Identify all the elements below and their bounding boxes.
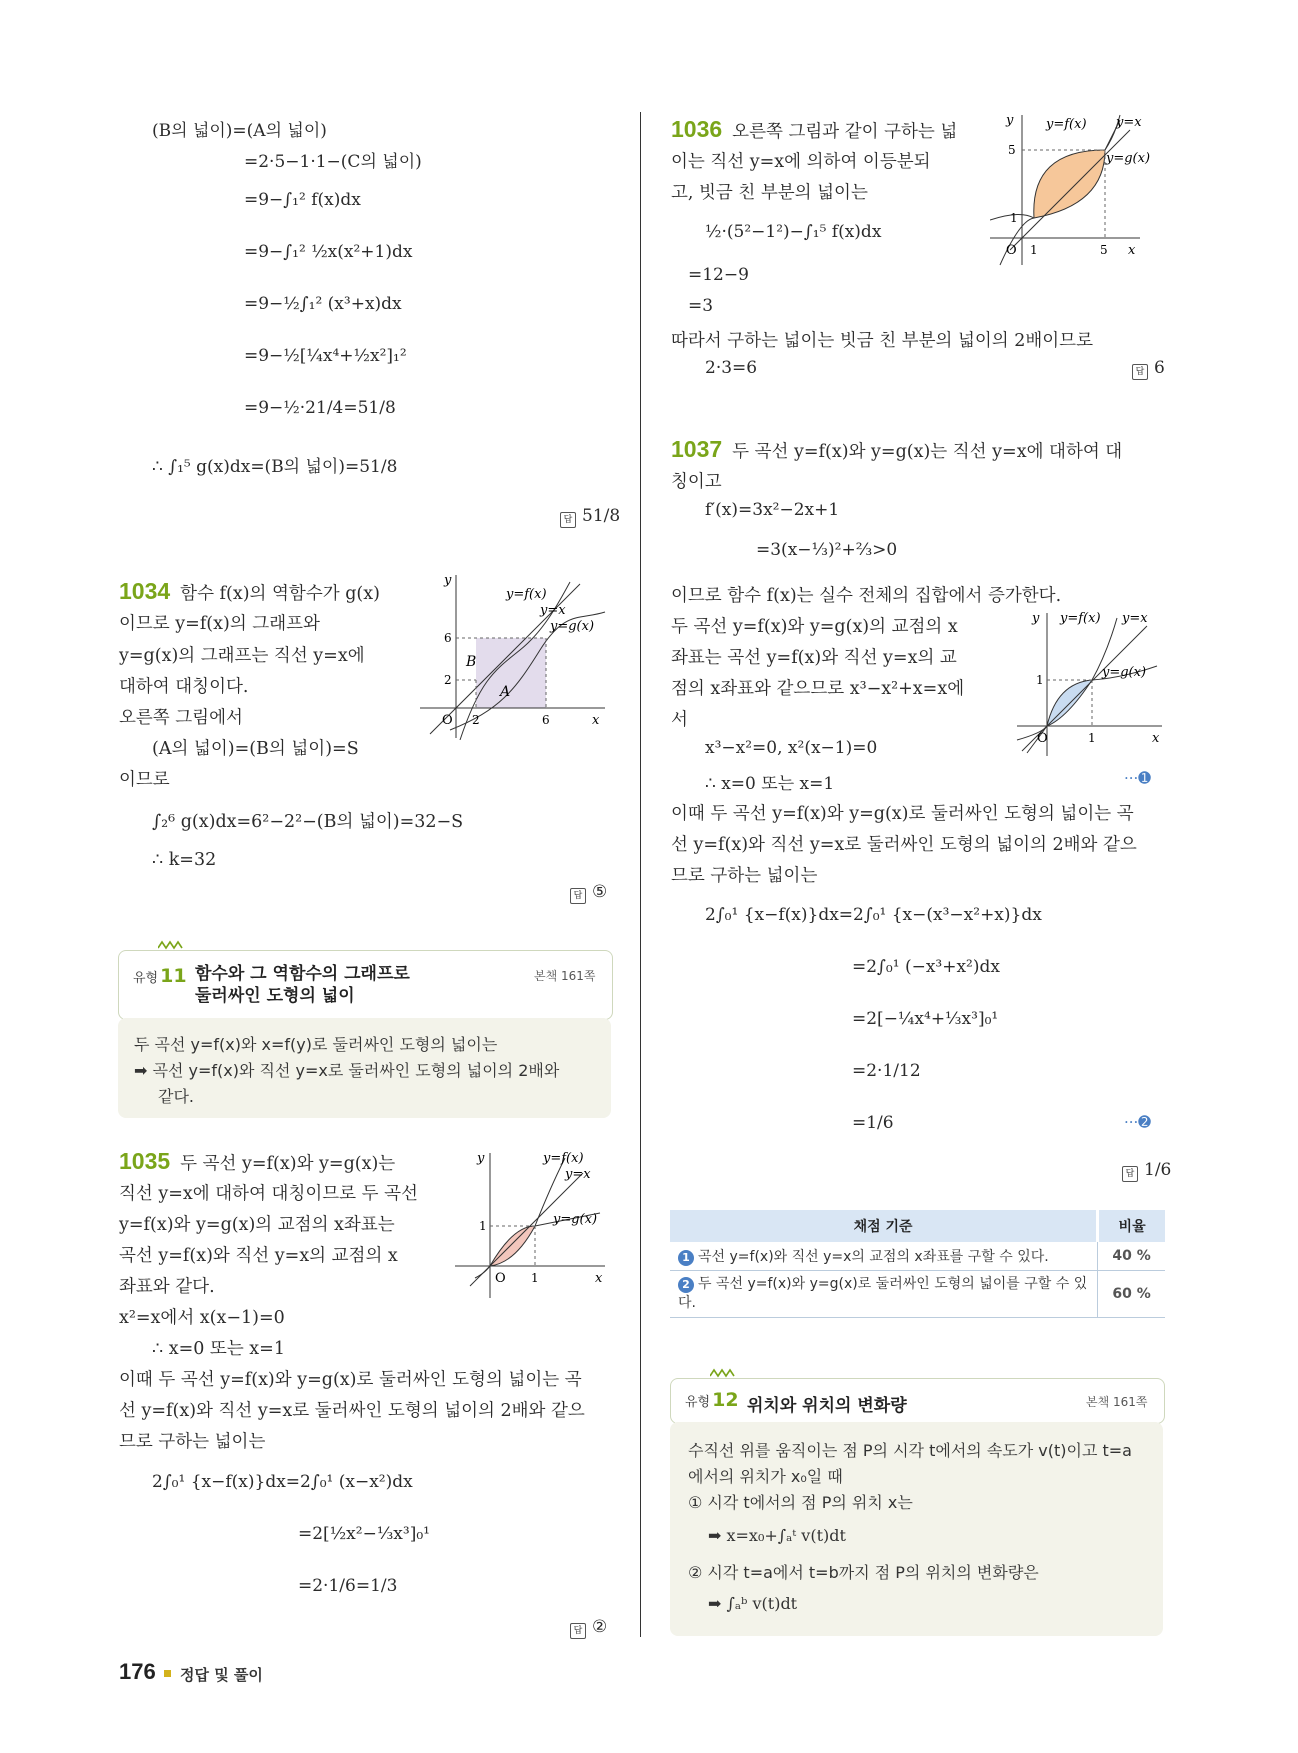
- type-reference: 본책 161쪽: [534, 969, 596, 983]
- eq-line: =12−9: [688, 265, 749, 285]
- text-line: 곡선 y=f(x)와 직선 y=x의 교점의 x: [119, 1246, 398, 1266]
- graph-label: y=x: [1122, 611, 1148, 626]
- text-line: 직선 y=x에 대하여 대칭이므로 두 곡선: [119, 1184, 418, 1204]
- text-line: x²=x에서 x(x−1)=0: [119, 1308, 285, 1328]
- text-line: y=g(x)의 그래프는 직선 y=x에: [119, 646, 365, 666]
- text-line: 따라서 구하는 넓이는 빗금 친 부분의 넓이의 2배이므로: [671, 331, 1093, 351]
- graph-label: y: [477, 1151, 485, 1166]
- eq-line: x³−x²=0, x²(x−1)=0: [705, 738, 878, 758]
- text-line: 이므로 함수 f(x)는 실수 전체의 집합에서 증가한다.: [671, 586, 1062, 606]
- text-line: 좌표는 곡선 y=f(x)와 직선 y=x의 교: [671, 648, 957, 668]
- text-line: 오른쪽 그림에서: [119, 708, 243, 728]
- body-line: ➡ x=x₀+∫ₐᵗ v(t)dt: [708, 1526, 846, 1545]
- graph-label: 1: [1036, 673, 1044, 687]
- body-line: ② 시각 t=a에서 t=b까지 점 P의 위치의 변화량은: [688, 1563, 1039, 1582]
- graph-label: 6: [542, 713, 550, 727]
- column-header: 채점 기준: [670, 1210, 1098, 1242]
- shaded-region: [1034, 150, 1105, 218]
- type-12-header: [670, 1378, 1165, 1424]
- graph-label: y=g(x): [550, 619, 595, 634]
- graph-label: y=x: [1116, 115, 1142, 130]
- text-line: 이때 두 곡선 y=f(x)와 y=g(x)로 둘러싸인 도형의 넓이는 곡: [671, 804, 1134, 824]
- answer-icon: 답: [570, 888, 586, 904]
- text-line: (A의 넓이)=(B의 넓이)=S: [152, 739, 359, 759]
- eq-line: 2∫₀¹ {x−f(x)}dx=2∫₀¹ {x−(x³−x²+x)}dx: [705, 905, 1042, 925]
- body-line: 수직선 위를 움직이는 점 P의 시각 t에서의 속도가 v(t)이고 t=a: [688, 1441, 1132, 1460]
- graph-label: 6: [444, 631, 452, 645]
- table-row: [670, 1242, 1165, 1271]
- graph-label: y=f(x): [506, 587, 547, 602]
- text-line: 서: [671, 710, 688, 730]
- body-line: ➡ 곡선 y=f(x)와 직선 y=x로 둘러싸인 도형의 넓이의 2배와: [134, 1061, 560, 1080]
- type-11-header: [118, 950, 613, 1020]
- graph-label: y=g(x): [553, 1212, 598, 1227]
- eq-line: (B의 넓이)=(A의 넓이): [152, 121, 327, 141]
- answer-1036: 답 6: [1132, 358, 1165, 380]
- graph-label: y=x: [540, 603, 566, 618]
- graph-label: O: [1037, 731, 1048, 746]
- type-title: 함수와 그 역함수의 그래프로 둘러싸인 도형의 넓이: [195, 964, 410, 1006]
- ratio-cell: 40 %: [1098, 1242, 1165, 1271]
- body-line: ➡ ∫ₐᵇ v(t)dt: [708, 1594, 798, 1613]
- eq-line: ∴ x=0 또는 x=1: [705, 774, 835, 794]
- type-number: 12: [712, 1389, 739, 1411]
- scoring-table: [670, 1210, 1165, 1318]
- text-line: 칭이고: [671, 472, 722, 492]
- graph-label: 2: [472, 713, 480, 727]
- graph-label: 1: [531, 1271, 539, 1285]
- graph-label: y: [1006, 113, 1014, 128]
- answer-icon: 답: [1132, 364, 1148, 380]
- answer-icon: 답: [1122, 1166, 1138, 1182]
- graph-label: 1: [1030, 243, 1038, 257]
- answer-icon: 답: [560, 512, 576, 528]
- type-title: 위치와 위치의 변화량: [747, 1396, 907, 1416]
- graph-label: x: [592, 713, 600, 728]
- graph-label: y: [444, 573, 452, 588]
- problem-number: 1036: [671, 116, 723, 142]
- graph-1035: [455, 1148, 615, 1303]
- text-line: 오른쪽 그림과 같이 구하는 넓: [732, 122, 958, 142]
- text-line: 두 곡선 y=f(x)와 y=g(x)는: [180, 1154, 396, 1174]
- body-line: 에서의 위치가 x₀일 때: [688, 1467, 843, 1486]
- text-line: 므로 구하는 넓이는: [119, 1432, 266, 1452]
- text-line: 이는 직선 y=x에 의하여 이등분되: [671, 152, 931, 172]
- eq-line: =9−½·21/4=51/8: [244, 398, 396, 418]
- zigzag-icon: [158, 940, 184, 950]
- line-y-eq-x: [1010, 130, 1130, 250]
- graph-label: x: [1128, 243, 1136, 258]
- step-marker: ···➋: [1124, 1113, 1151, 1131]
- text-line: 대하여 대칭이다.: [119, 677, 249, 697]
- problem-number: 1035: [119, 1148, 171, 1174]
- eq-line: =2[−¼x⁴+⅓x³]₀¹: [852, 1009, 999, 1029]
- eq-line: 2∫₀¹ {x−f(x)}dx=2∫₀¹ (x−x²)dx: [152, 1472, 413, 1492]
- footer-title: 정답 및 풀이: [180, 1666, 263, 1684]
- answer-1033: 답 51/8: [560, 506, 620, 528]
- text-line: 므로 구하는 넓이는: [671, 866, 818, 886]
- eq-line: =2∫₀¹ (−x³+x²)dx: [852, 957, 1000, 977]
- table-header-row: [670, 1210, 1165, 1242]
- graph-label: y=x: [565, 1167, 591, 1182]
- graph-1034: [420, 570, 610, 740]
- graph-label: O: [495, 1271, 506, 1286]
- graph-label: 5: [1008, 143, 1016, 157]
- text-line: 두 곡선 y=f(x)와 y=g(x)는 직선 y=x에 대하여 대: [732, 442, 1123, 462]
- graph-label: O: [442, 713, 453, 728]
- type-label: 유형: [133, 971, 159, 986]
- shaded-region: [490, 1226, 535, 1266]
- graph-label: x: [595, 1271, 603, 1286]
- graph-label: B: [466, 654, 477, 670]
- type-reference: 본책 161쪽: [1086, 1395, 1148, 1409]
- type-number: 11: [160, 965, 187, 987]
- graph-label: 5: [1100, 243, 1108, 257]
- graph-label: y=f(x): [543, 1151, 584, 1166]
- graph-label: y: [1032, 611, 1040, 626]
- graph-label: O: [1006, 243, 1017, 258]
- eq-line: =2·1/12: [852, 1061, 921, 1081]
- criterion-cell: 1 곡선 y=f(x)와 직선 y=x의 교점의 x좌표를 구할 수 있다.: [670, 1242, 1098, 1271]
- step-badge: 2: [678, 1277, 694, 1293]
- eq-line: 2·3=6: [705, 358, 758, 378]
- graph-1036: [990, 110, 1170, 270]
- graph-label: 1: [479, 1219, 487, 1233]
- eq-line: =2·1/6=1/3: [298, 1576, 398, 1596]
- eq-line: =2[½x²−⅓x³]₀¹: [298, 1524, 430, 1544]
- problem-number: 1034: [119, 578, 171, 604]
- graph-label: y=f(x): [1046, 117, 1087, 132]
- text-line: 함수 f(x)의 역함수가 g(x): [180, 584, 380, 604]
- eq-line: =9−½∫₁² (x³+x)dx: [244, 294, 402, 314]
- text-line: ∴ k=32: [152, 850, 217, 870]
- body-line: 같다.: [158, 1087, 194, 1106]
- table-row: [670, 1271, 1165, 1318]
- text-line: 점의 x좌표와 같으므로 x³−x²+x=x에: [671, 679, 965, 699]
- eq-line: ½·(5²−1²)−∫₁⁵ f(x)dx: [705, 222, 882, 242]
- eq-line: =9−∫₁² f(x)dx: [244, 190, 361, 210]
- criterion-cell: 2 두 곡선 y=f(x)와 y=g(x)로 둘러싸인 도형의 넓이를 구할 수 있다.: [670, 1271, 1098, 1318]
- graph-label: 1: [1010, 211, 1018, 225]
- graph-label: 1: [1088, 731, 1096, 745]
- text-line: 이므로: [119, 770, 170, 790]
- type-12-body: [670, 1422, 1163, 1636]
- text-line: 이때 두 곡선 y=f(x)와 y=g(x)로 둘러싸인 도형의 넓이는 곡: [119, 1370, 582, 1390]
- eq-line: =3(x−⅓)²+⅔>0: [756, 540, 898, 560]
- answer-1035: 답 ②: [570, 1617, 607, 1639]
- text-line: 선 y=f(x)와 직선 y=x로 둘러싸인 도형의 넓이의 2배와 같으: [119, 1401, 585, 1421]
- problem-number: 1037: [671, 436, 723, 462]
- graph-label: x: [1152, 731, 1160, 746]
- eq-line: ∴ ∫₁⁵ g(x)dx=(B의 넓이)=51/8: [152, 457, 398, 477]
- answer-1034: 답 ⑤: [570, 882, 607, 904]
- graph-label: y=f(x): [1060, 611, 1101, 626]
- text-line: 두 곡선 y=f(x)와 y=g(x)의 교점의 x: [671, 617, 958, 637]
- graph-label: 2: [444, 673, 452, 687]
- type-11-body: [118, 1018, 611, 1118]
- ratio-cell: 60 %: [1098, 1271, 1165, 1318]
- answer-1037: 답 1/6: [1122, 1160, 1171, 1182]
- graph-label: y=g(x): [1102, 665, 1147, 680]
- eq-line: =9−½[¼x⁴+½x²]₁²: [244, 346, 407, 366]
- body-line: ① 시각 t에서의 점 P의 위치 x는: [688, 1493, 913, 1512]
- answer-icon: 답: [570, 1623, 586, 1639]
- text-line: 이므로 y=f(x)의 그래프와: [119, 614, 320, 634]
- text-line: ∫₂⁶ g(x)dx=6²−2²−(B의 넓이)=32−S: [152, 812, 464, 832]
- eq-line: =2·5−1·1−(C의 넓이): [244, 152, 422, 172]
- text-line: 좌표와 같다.: [119, 1277, 215, 1297]
- eq-line: =3: [688, 296, 714, 316]
- graph-1037: [1012, 608, 1172, 758]
- graph-label: A: [500, 684, 511, 700]
- eq-line: =9−∫₁² ½x(x²+1)dx: [244, 242, 413, 262]
- column-divider: [640, 112, 641, 1637]
- text-line: 고, 빗금 친 부분의 넓이는: [671, 183, 868, 203]
- column-header: 비율: [1098, 1210, 1165, 1242]
- text-line: 선 y=f(x)와 직선 y=x로 둘러싸인 도형의 넓이의 2배와 같으: [671, 835, 1137, 855]
- text-line: y=f(x)와 y=g(x)의 교점의 x좌표는: [119, 1215, 395, 1235]
- eq-line: =1/6: [852, 1113, 894, 1133]
- text-line: ∴ x=0 또는 x=1: [152, 1339, 285, 1359]
- shaded-region: [476, 638, 546, 708]
- graph-label: y=g(x): [1106, 151, 1151, 166]
- footer-square-icon: [164, 1670, 171, 1677]
- curve-f: [475, 1158, 565, 1278]
- type-label: 유형: [685, 1395, 711, 1410]
- page-number: 176: [119, 1659, 156, 1684]
- eq-line: f′(x)=3x²−2x+1: [705, 500, 840, 520]
- step-marker: ···➊: [1124, 769, 1151, 787]
- step-badge: 1: [678, 1250, 694, 1266]
- zigzag-icon: [710, 1368, 736, 1378]
- body-line: 두 곡선 y=f(x)와 x=f(y)로 둘러싸인 도형의 넓이는: [134, 1035, 498, 1054]
